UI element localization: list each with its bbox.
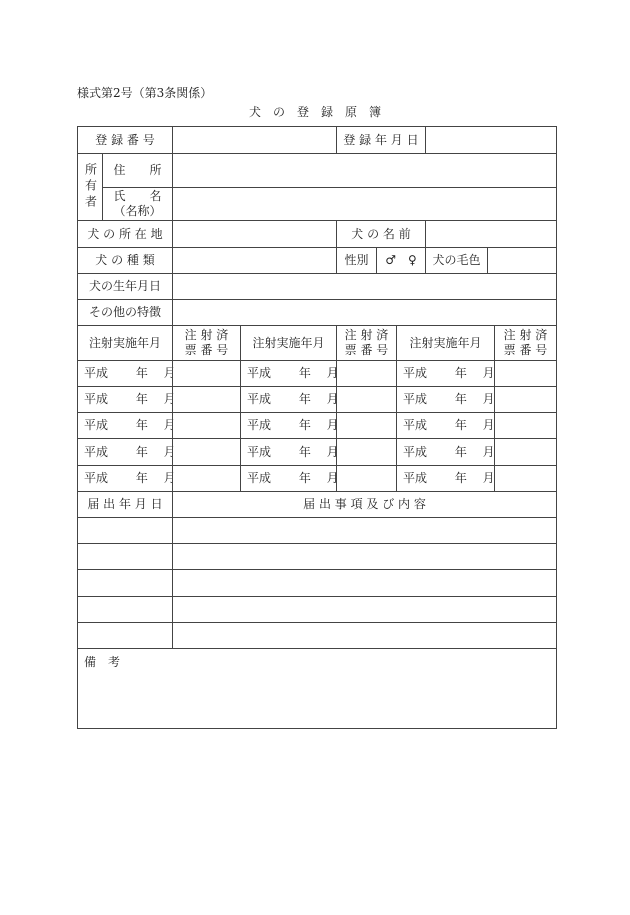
label-injection-ticket [494,325,557,361]
injection-ticket-cell[interactable] [494,465,557,492]
label-registration-date: 登 録 年 月 日 [336,126,426,154]
label-notification-date: 届 出 年 月 日 [77,491,173,518]
injection-ticket-cell[interactable] [494,360,557,387]
injection-ticket-cell[interactable] [336,412,397,439]
label-injection-date: 注射実施年月 [240,325,337,361]
owner-name-field[interactable] [172,187,557,221]
label-owner: 所有者 [77,153,103,221]
injection-date-cell[interactable]: 平成 年 月 [240,412,337,439]
injection-date-cell[interactable]: 平成 年 月 [77,386,173,413]
notification-content-cell[interactable] [172,622,557,649]
injection-ticket-cell[interactable] [494,438,557,466]
notification-date-cell[interactable] [77,596,173,623]
notification-content-cell[interactable] [172,569,557,597]
injection-ticket-cell[interactable] [494,412,557,439]
label-sex: 性別 [336,247,377,274]
remarks-field[interactable]: 備 考 [77,648,557,729]
dog-name-field[interactable] [425,220,557,248]
injection-date-cell[interactable]: 平成 年 月 [77,438,173,466]
registration-date-field[interactable] [425,126,557,154]
injection-date-cell[interactable]: 平成 年 月 [240,360,337,387]
label-injection-ticket-line: 票 番 号 [184,343,229,357]
injection-date-cell[interactable]: 平成 年 月 [77,412,173,439]
address-field[interactable] [172,153,557,188]
injection-ticket-cell[interactable] [172,465,241,492]
label-birth-date: 犬の生年月日 [77,273,173,300]
injection-ticket-cell[interactable] [172,412,241,439]
label-injection-ticket-line: 注 射 済 [184,328,229,342]
label-address: 住 所 [102,153,173,188]
injection-date-cell[interactable]: 平成 年 月 [396,438,495,466]
label-notification-content: 届 出 事 項 及 び 内 容 [172,491,557,518]
injection-date-cell[interactable]: 平成 年 月 [240,438,337,466]
dog-location-field[interactable] [172,220,337,248]
label-dog-name: 犬 の 名 前 [336,220,426,248]
notification-date-cell[interactable] [77,622,173,649]
label-injection-ticket [172,325,241,361]
injection-date-cell[interactable]: 平成 年 月 [396,360,495,387]
label-dog-breed: 犬 の 種 類 [77,247,173,274]
form-number: 様式第2号（第3条関係） [77,86,213,100]
injection-ticket-cell[interactable] [494,386,557,413]
label-injection-ticket-line: 注 射 済 [344,328,389,342]
label-injection-date: 注射実施年月 [396,325,495,361]
injection-date-cell[interactable]: 平成 年 月 [396,412,495,439]
label-dog-location: 犬 の 所 在 地 [77,220,173,248]
other-features-field[interactable] [172,299,557,326]
label-other-features: その他の特徴 [77,299,173,326]
label-owner-name-line: （名称） [113,204,162,218]
injection-ticket-cell[interactable] [172,360,241,387]
birth-date-field[interactable] [172,273,557,300]
injection-ticket-cell[interactable] [336,465,397,492]
label-coat-color: 犬の毛色 [425,247,488,274]
injection-date-cell[interactable]: 平成 年 月 [396,386,495,413]
injection-date-cell[interactable]: 平成 年 月 [240,386,337,413]
label-owner-name [102,187,173,221]
notification-content-cell[interactable] [172,543,557,570]
notification-date-cell[interactable] [77,543,173,570]
dog-breed-field[interactable] [172,247,337,274]
injection-ticket-cell[interactable] [336,438,397,466]
label-injection-ticket-line: 票 番 号 [344,343,389,357]
injection-date-cell[interactable]: 平成 年 月 [396,465,495,492]
notification-date-cell[interactable] [77,517,173,544]
sex-options[interactable]: ♂ ♀ [376,247,426,274]
notification-content-cell[interactable] [172,596,557,623]
injection-date-cell[interactable]: 平成 年 月 [240,465,337,492]
label-owner-name-line: 氏 名 [113,189,162,203]
injection-date-cell[interactable]: 平成 年 月 [77,465,173,492]
notification-date-cell[interactable] [77,569,173,597]
label-injection-ticket-line: 票 番 号 [503,343,548,357]
injection-ticket-cell[interactable] [172,386,241,413]
label-injection-date: 注射実施年月 [77,325,173,361]
notification-content-cell[interactable] [172,517,557,544]
injection-date-cell[interactable]: 平成 年 月 [77,360,173,387]
registration-number-field[interactable] [172,126,337,154]
injection-ticket-cell[interactable] [336,360,397,387]
page-title: 犬 の 登 録 原 簿 [248,105,381,119]
coat-color-field[interactable] [487,247,557,274]
injection-ticket-cell[interactable] [172,438,241,466]
label-registration-number: 登 録 番 号 [77,126,173,154]
injection-ticket-cell[interactable] [336,386,397,413]
label-injection-ticket [336,325,397,361]
label-injection-ticket-line: 注 射 済 [503,328,548,342]
